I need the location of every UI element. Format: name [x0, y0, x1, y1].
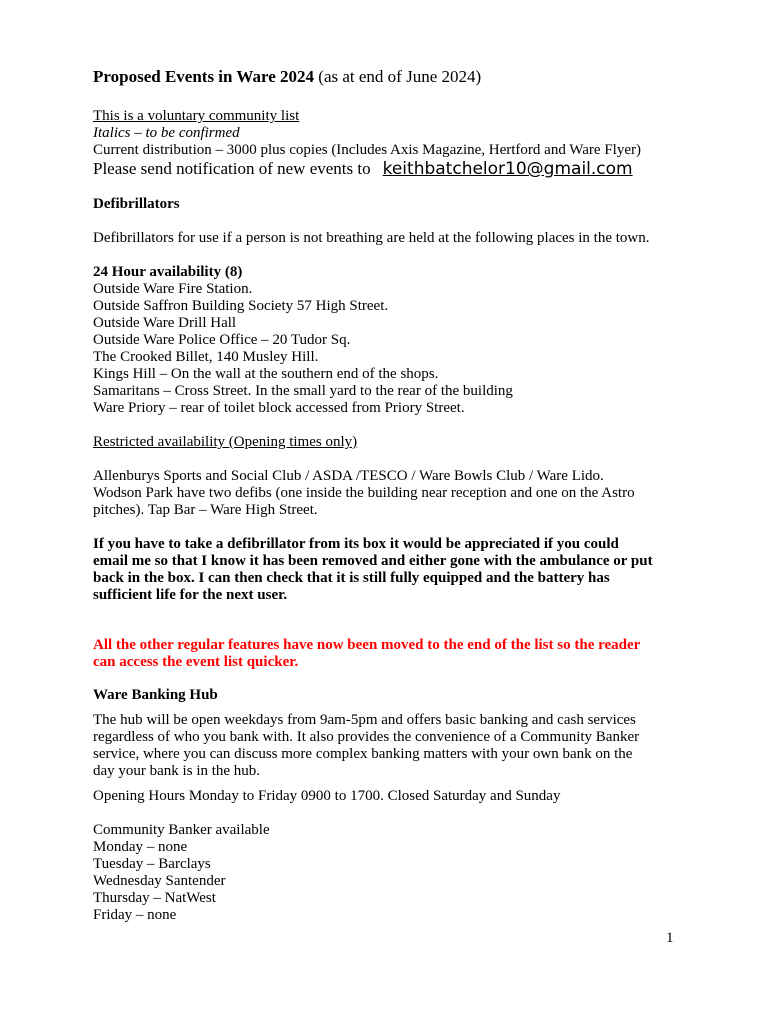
restricted-heading: Restricted availability (Opening times only): [93, 434, 358, 450]
document-page: [93, 66, 693, 924]
banking-heading: Ware Banking Hub: [93, 687, 218, 703]
defib-location: Outside Saffron Building Society 57 High Street.: [93, 298, 389, 314]
defib-notice-line: If you have to take a defibrillator from its box it would be appreciated if you could: [93, 536, 619, 552]
banker-day: Friday – none: [93, 907, 177, 923]
banking-description-line: regardless of who you bank with. It also provides the convenience of a Community Banker: [93, 729, 640, 745]
banker-day: Thursday – NatWest: [93, 890, 216, 906]
banker-day: Tuesday – Barclays: [93, 856, 211, 872]
voluntary-note: This is a voluntary community list: [93, 108, 300, 124]
banker-day: Monday – none: [93, 839, 188, 855]
title-subtitle: (as at end of June 2024): [314, 67, 482, 86]
defib-location: The Crooked Billet, 140 Musley Hill.: [93, 349, 319, 365]
defib-location: Outside Ware Drill Hall: [93, 315, 237, 331]
banking-description-line: The hub will be open weekdays from 9am-5pm and offers basic banking and cash services: [93, 712, 636, 728]
defib-location: Outside Ware Police Office – 20 Tudor Sq.: [93, 332, 351, 348]
defib-location: Ware Priory – rear of toilet block accessed from Priory Street.: [93, 400, 465, 416]
italics-note: Italics – to be confirmed: [93, 125, 240, 141]
distribution-note: Current distribution – 3000 plus copies (Includes Axis Magazine, Hertford and Ware Flyer): [93, 142, 641, 158]
defib-24h-heading: 24 Hour availability (8): [93, 264, 243, 280]
notify-line: [93, 159, 693, 179]
defib-notice-line: email me so that I know it has been removed and either gone with the ambulance or put: [93, 553, 653, 569]
defib-location: Outside Ware Fire Station.: [93, 281, 253, 297]
document-title: [93, 66, 693, 88]
notify-text: Please send notification of new events to: [93, 159, 371, 178]
restricted-line: pitches). Tap Bar – Ware High Street.: [93, 502, 318, 518]
opening-hours: Opening Hours Monday to Friday 0900 to 1700. Closed Saturday and Sunday: [93, 788, 561, 804]
defib-heading: Defibrillators: [93, 196, 180, 212]
title-bold: Proposed Events in Ware 2024: [93, 67, 315, 86]
banker-day: Wednesday Santender: [93, 873, 226, 889]
restricted-line: Allenburys Sports and Social Club / ASDA /TESCO / Ware Bowls Club / Ware Lido.: [93, 468, 604, 484]
page-number: 1: [666, 930, 674, 946]
defib-location: Kings Hill – On the wall at the southern end of the shops.: [93, 366, 439, 382]
red-notice-line: can access the event list quicker.: [93, 654, 299, 670]
defib-notice-line: back in the box. I can then check that it is still fully equipped and the battery has: [93, 570, 610, 586]
banking-description-line: day your bank is in the hub.: [93, 763, 261, 779]
email-link[interactable]: keithbatchelor10@gmail.com: [382, 159, 633, 179]
restricted-line: Wodson Park have two defibs (one inside the building near reception and one on the Astro: [93, 485, 635, 501]
defib-location: Samaritans – Cross Street. In the small yard to the rear of the building: [93, 383, 513, 399]
banking-description-line: service, where you can discuss more complex banking matters with your own bank on the: [93, 746, 633, 762]
banker-heading: Community Banker available: [93, 822, 270, 838]
red-notice-line: All the other regular features have now been moved to the end of the list so the reader: [93, 637, 641, 653]
defib-notice-line: sufficient life for the next user.: [93, 587, 288, 603]
defib-intro: Defibrillators for use if a person is not breathing are held at the following places in the town.: [93, 230, 650, 246]
